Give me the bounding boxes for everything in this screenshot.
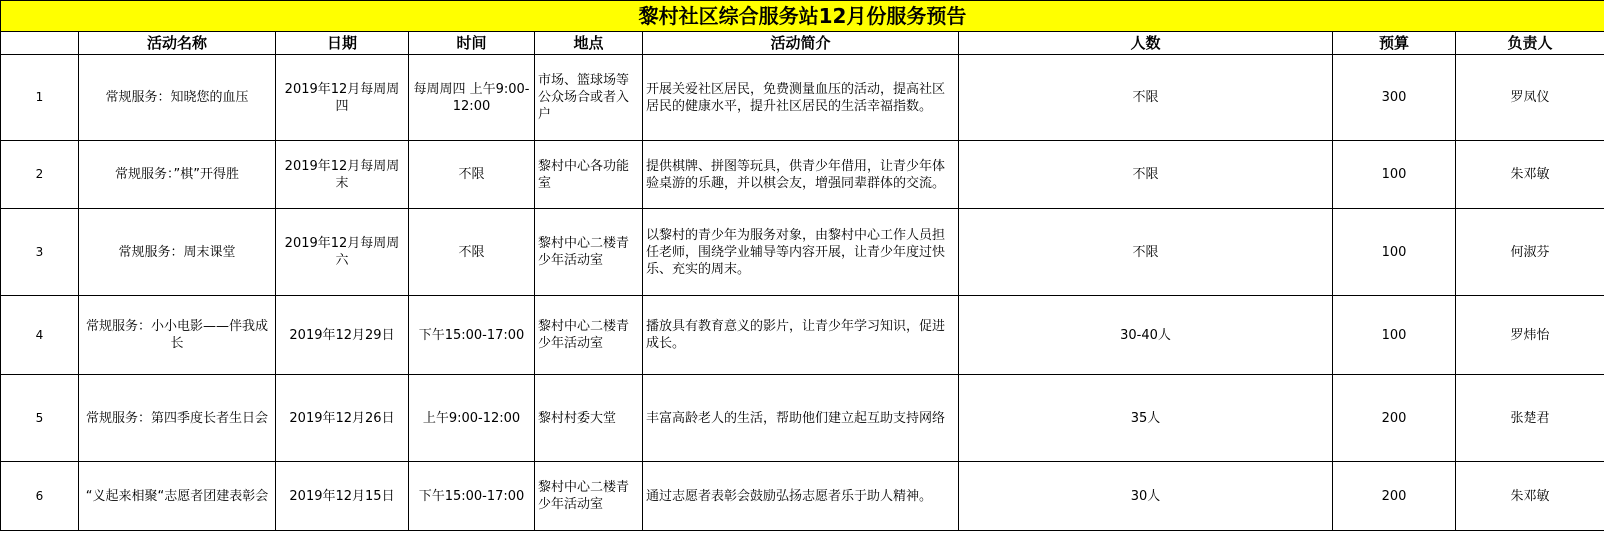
header-row (1, 32, 1604, 55)
header-name: 活动名称 (79, 32, 276, 55)
cell-place[interactable]: 黎村中心各功能室 (535, 141, 643, 209)
cell-date[interactable]: 2019年12月26日 (276, 375, 409, 462)
cell-name[interactable]: 常规服务：周末课堂 (79, 209, 276, 296)
cell-date[interactable]: 2019年12月29日 (276, 296, 409, 375)
cell-owner[interactable]: 张楚君 (1456, 375, 1604, 462)
table-row (1, 209, 1604, 296)
cell-date[interactable]: 2019年12月每周周四 (276, 55, 409, 141)
cell-people[interactable]: 30-40人 (959, 296, 1333, 375)
cell-time[interactable]: 下午15:00-17:00 (409, 462, 535, 531)
cell-intro[interactable]: 以黎村的青少年为服务对象，由黎村中心工作人员担任老师，围绕学业辅导等内容开展，让青少年度过快乐、充实的周末。 (643, 209, 959, 296)
cell-people[interactable]: 35人 (959, 375, 1333, 462)
cell-index[interactable]: 5 (1, 375, 79, 462)
cell-index[interactable]: 6 (1, 462, 79, 531)
cell-budget[interactable]: 200 (1333, 462, 1456, 531)
cell-name[interactable]: 常规服务：知晓您的血压 (79, 55, 276, 141)
cell-people[interactable]: 不限 (959, 55, 1333, 141)
cell-index[interactable]: 4 (1, 296, 79, 375)
header-intro: 活动简介 (643, 32, 959, 55)
table-row (1, 375, 1604, 462)
cell-name[interactable]: 常规服务：”棋”开得胜 (79, 141, 276, 209)
header-budget: 预算 (1333, 32, 1456, 55)
cell-place[interactable]: 黎村中心二楼青少年活动室 (535, 209, 643, 296)
cell-owner[interactable]: 朱邓敏 (1456, 462, 1604, 531)
cell-name[interactable]: 常规服务：第四季度长者生日会 (79, 375, 276, 462)
cell-time[interactable]: 下午15:00-17:00 (409, 296, 535, 375)
cell-place[interactable]: 黎村中心二楼青少年活动室 (535, 462, 643, 531)
header-place: 地点 (535, 32, 643, 55)
cell-intro[interactable]: 丰富高龄老人的生活，帮助他们建立起互助支持网络 (643, 375, 959, 462)
header-index (1, 32, 79, 55)
table-row (1, 141, 1604, 209)
table-row (1, 296, 1604, 375)
cell-index[interactable]: 1 (1, 55, 79, 141)
cell-people[interactable]: 不限 (959, 141, 1333, 209)
header-owner: 负责人 (1456, 32, 1604, 55)
sheet-title: 黎村社区综合服务站12月份服务预告 (1, 1, 1604, 32)
header-date: 日期 (276, 32, 409, 55)
cell-people[interactable]: 30人 (959, 462, 1333, 531)
cell-index[interactable]: 3 (1, 209, 79, 296)
cell-intro[interactable]: 提供棋牌、拼图等玩具，供青少年借用，让青少年体验桌游的乐趣，并以棋会友，增强同辈群体的交流。 (643, 141, 959, 209)
cell-index[interactable]: 2 (1, 141, 79, 209)
table-row (1, 462, 1604, 531)
cell-place[interactable]: 黎村村委大堂 (535, 375, 643, 462)
cell-people[interactable]: 不限 (959, 209, 1333, 296)
cell-owner[interactable]: 何淑芬 (1456, 209, 1604, 296)
cell-name[interactable]: 常规服务：小小电影——伴我成长 (79, 296, 276, 375)
cell-budget[interactable]: 100 (1333, 296, 1456, 375)
cell-intro[interactable]: 通过志愿者表彰会鼓励弘扬志愿者乐于助人精神。 (643, 462, 959, 531)
cell-budget[interactable]: 300 (1333, 55, 1456, 141)
cell-date[interactable]: 2019年12月15日 (276, 462, 409, 531)
cell-owner[interactable]: 朱邓敏 (1456, 141, 1604, 209)
cell-time[interactable]: 上午9:00-12:00 (409, 375, 535, 462)
cell-place[interactable]: 黎村中心二楼青少年活动室 (535, 296, 643, 375)
cell-place[interactable]: 市场、篮球场等公众场合或者入户 (535, 55, 643, 141)
cell-date[interactable]: 2019年12月每周周末 (276, 141, 409, 209)
table-row (1, 55, 1604, 141)
cell-owner[interactable]: 罗凤仪 (1456, 55, 1604, 141)
cell-intro[interactable]: 播放具有教育意义的影片，让青少年学习知识，促进成长。 (643, 296, 959, 375)
cell-name[interactable]: “义起来相聚“志愿者团建表彰会 (79, 462, 276, 531)
cell-owner[interactable]: 罗炜怡 (1456, 296, 1604, 375)
cell-intro[interactable]: 开展关爱社区居民，免费测量血压的活动，提高社区居民的健康水平，提升社区居民的生活幸福指数。 (643, 55, 959, 141)
cell-budget[interactable]: 100 (1333, 209, 1456, 296)
header-time: 时间 (409, 32, 535, 55)
cell-time[interactable]: 不限 (409, 209, 535, 296)
cell-time[interactable]: 每周周四 上午9:00-12:00 (409, 55, 535, 141)
cell-budget[interactable]: 200 (1333, 375, 1456, 462)
header-people: 人数 (959, 32, 1333, 55)
cell-budget[interactable]: 100 (1333, 141, 1456, 209)
cell-time[interactable]: 不限 (409, 141, 535, 209)
cell-date[interactable]: 2019年12月每周周六 (276, 209, 409, 296)
